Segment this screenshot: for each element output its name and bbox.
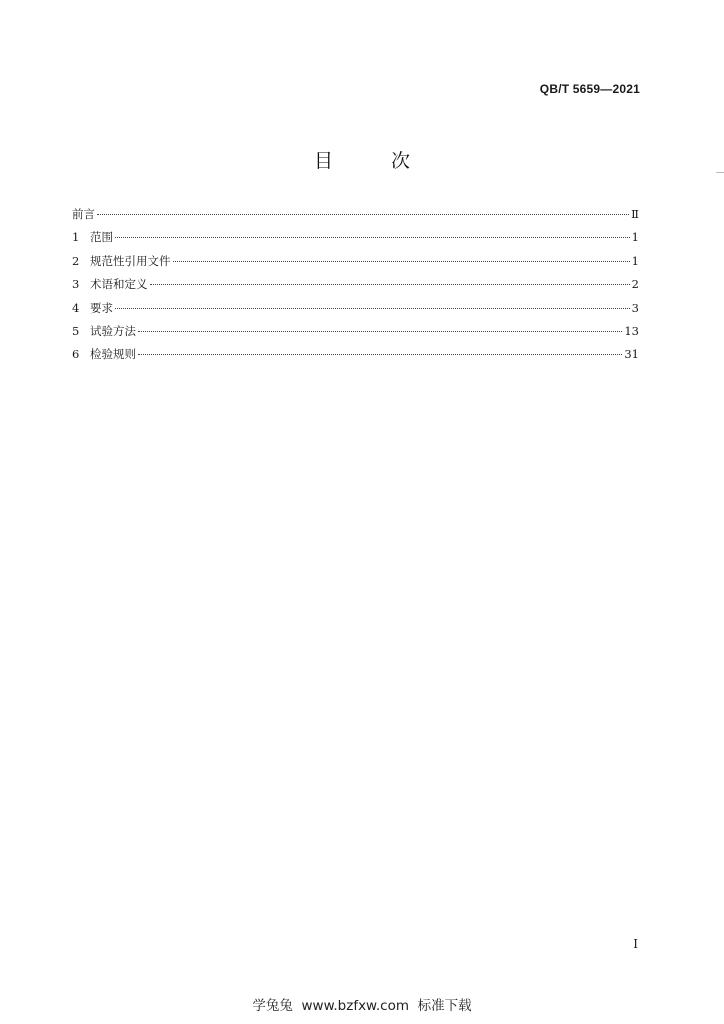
footer-watermark: 学兔兔 www.bzfxw.com 标准下载: [252, 998, 472, 1014]
toc-entry-foreword[interactable]: [72, 206, 639, 229]
toc-entry-test-methods[interactable]: [72, 323, 639, 346]
page-number: I: [633, 937, 638, 951]
toc-entry-number: 4: [72, 300, 80, 315]
toc-entry-normative-references[interactable]: [72, 253, 639, 276]
toc-entry-number: 3: [72, 277, 80, 292]
toc-entry-number: 5: [72, 323, 80, 338]
toc-entry-number: 6: [72, 347, 80, 362]
toc-entry-label: 术语和定义: [90, 277, 148, 292]
toc-leader-dots: [173, 261, 630, 262]
toc-entry-page: 1: [631, 253, 639, 268]
toc-leader-dots: [138, 354, 622, 355]
toc-leader-dots: [115, 237, 630, 238]
toc-entry-requirements[interactable]: [72, 300, 639, 323]
toc-entry-page: 1: [631, 230, 639, 245]
toc-entry-page: 13: [624, 323, 639, 338]
toc-entry-label: 试验方法: [90, 323, 136, 338]
toc-entry-number: 1: [72, 230, 80, 245]
toc-entry-page: 3: [631, 300, 639, 315]
toc-entry-page: 2: [631, 277, 639, 292]
scan-edge-mark: [716, 172, 724, 173]
toc-entry-label: 要求: [90, 300, 113, 315]
toc-title: 目 次: [313, 150, 437, 172]
document-code: QB/T 5659—2021: [539, 82, 640, 96]
table-of-contents: [72, 206, 639, 370]
toc-entry-label: 范围: [90, 230, 113, 245]
toc-entry-label: 检验规则: [90, 347, 136, 362]
toc-entry-label: 规范性引用文件: [90, 253, 171, 268]
toc-leader-dots: [115, 308, 630, 309]
toc-entry-terms-definitions[interactable]: [72, 276, 639, 299]
toc-entry-label: 前言: [72, 207, 95, 221]
toc-leader-dots: [97, 214, 629, 215]
toc-entry-page: 31: [624, 347, 639, 362]
toc-leader-dots: [138, 331, 622, 332]
toc-entry-scope[interactable]: [72, 229, 639, 252]
toc-entry-page: Ⅱ: [631, 207, 639, 221]
toc-entry-number: 2: [72, 253, 80, 268]
toc-leader-dots: [150, 284, 630, 285]
toc-entry-inspection-rules[interactable]: [72, 346, 639, 369]
